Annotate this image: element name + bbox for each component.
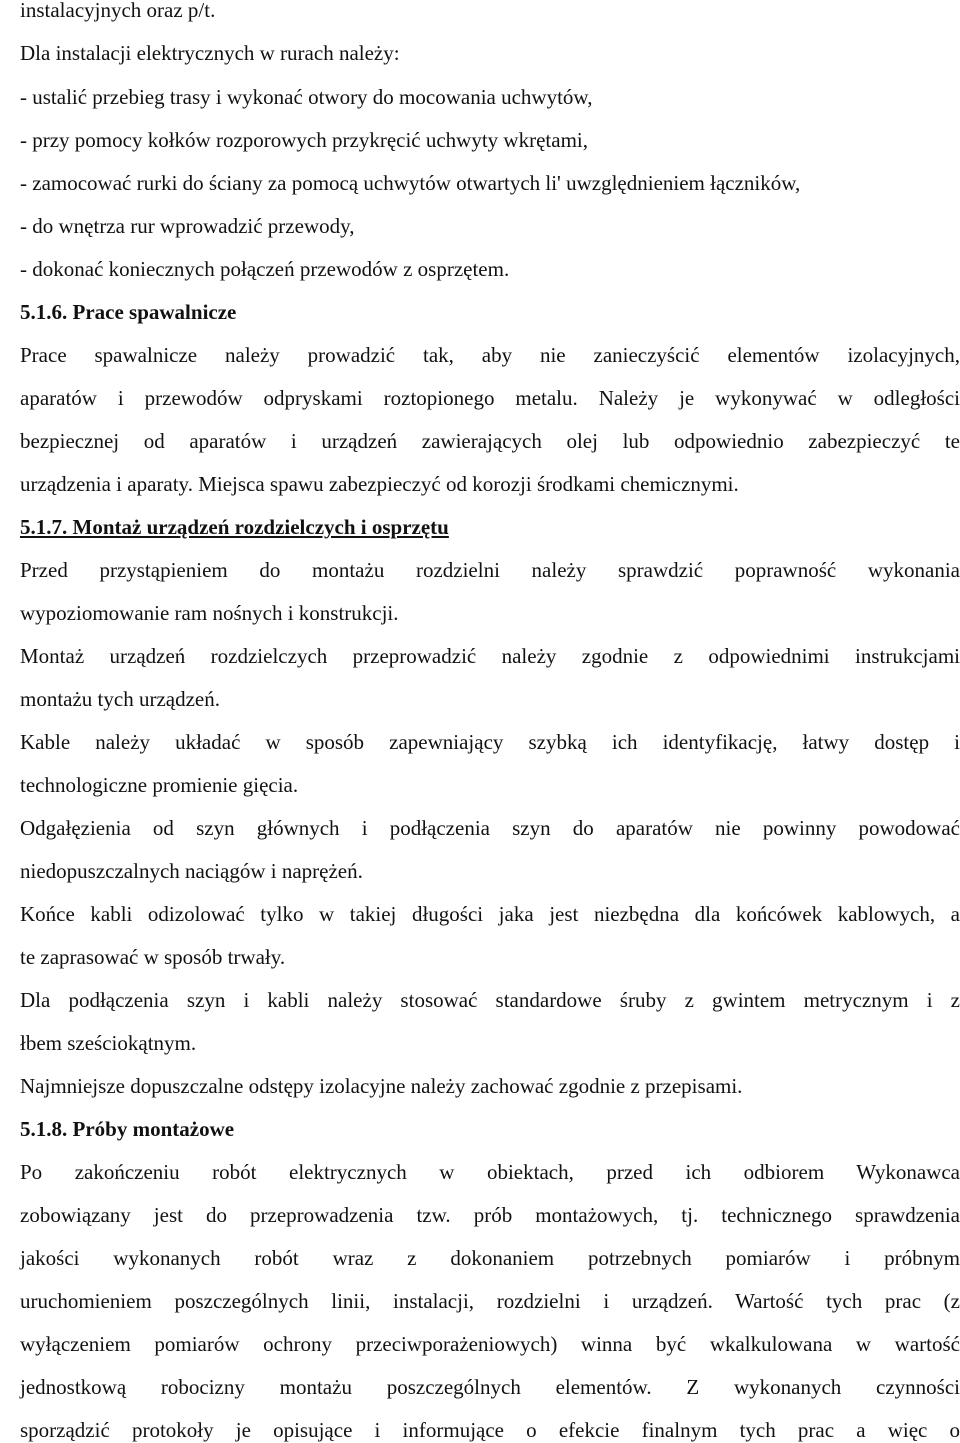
list-item: - ustalić przebieg trasy i wykonać otwory do mocowania uchwytów, (20, 85, 593, 109)
text-line: te zaprasować w sposób trwały. (20, 945, 286, 969)
text-line: Montaż urządzeń rozdzielczych przeprowadzić należy zgodnie z odpowiednimi instrukcjami (20, 644, 960, 668)
text-line: Końce kabli odizolować tylko w takiej długości jaka jest niezbędna dla końcówek kablowych, a (20, 902, 960, 926)
text-line: technologiczne promienie gięcia. (20, 773, 299, 797)
list-item: - do wnętrza rur wprowadzić przewody, (20, 214, 355, 238)
text-line: uruchomieniem poszczególnych linii, instalacji, rozdzielni i urządzeń. Wartość tych prac (z (20, 1289, 960, 1313)
text-line: niedopuszczalnych naciągów i naprężeń. (20, 859, 363, 883)
text-line: jednostkową robocizny montażu poszczególnych elementów. Z wykonanych czynności (20, 1375, 960, 1399)
text-line: Prace spawalnicze należy prowadzić tak, aby nie zanieczyścić elementów izolacyjnych, (20, 343, 960, 367)
list-item: - dokonać koniecznych połączeń przewodów z osprzętem. (20, 257, 510, 281)
text-line: urządzenia i aparaty. Miejsca spawu zabezpieczyć od korozji środkami chemicznymi. (20, 472, 739, 496)
text-line: Dla instalacji elektrycznych w rurach należy: (20, 41, 400, 65)
text-line: Dla podłączenia szyn i kabli należy stosować standardowe śruby z gwintem metrycznym i z (20, 988, 960, 1012)
text-line: zobowiązany jest do przeprowadzenia tzw. prób montażowych, tj. technicznego sprawdzenia (20, 1203, 960, 1227)
section-heading-5-1-6: 5.1.6. Prace spawalnicze (20, 300, 237, 324)
text-line: Kable należy układać w sposób zapewniający szybką ich identyfikację, łatwy dostęp i (20, 730, 960, 754)
text-line: bezpiecznej od aparatów i urządzeń zawierających olej lub odpowiednio zabezpieczyć te (20, 429, 960, 453)
text-line: wyłączeniem pomiarów ochrony przeciwporażeniowych) winna być wkalkulowana w wartość (20, 1332, 960, 1356)
text-line: montażu tych urządzeń. (20, 687, 220, 711)
text-line: Najmniejsze dopuszczalne odstępy izolacyjne należy zachować zgodnie z przepisami. (20, 1074, 743, 1098)
list-item: - zamocować rurki do ściany za pomocą uchwytów otwartych li' uwzględnieniem łączników, (20, 171, 801, 195)
text-line: jakości wykonanych robót wraz z dokonaniem potrzebnych pomiarów i próbnym (20, 1246, 960, 1270)
text-line: Przed przystąpieniem do montażu rozdzielni należy sprawdzić poprawność wykonania (20, 558, 960, 582)
section-heading-5-1-7: 5.1.7. Montaż urządzeń rozdzielczych i osprzętu (20, 515, 449, 539)
text-line: łbem sześciokątnym. (20, 1031, 197, 1055)
text-line: instalacyjnych oraz p/t. (20, 0, 216, 22)
text-line: Po zakończeniu robót elektrycznych w obiektach, przed ich odbiorem Wykonawca (20, 1160, 960, 1184)
section-heading-5-1-8: 5.1.8. Próby montażowe (20, 1117, 235, 1141)
text-line: Odgałęzienia od szyn głównych i podłączenia szyn do aparatów nie powinny powodować (20, 816, 960, 840)
text-line: wypoziomowanie ram nośnych i konstrukcji. (20, 601, 399, 625)
list-item: - przy pomocy kołków rozporowych przykręcić uchwyty wkrętami, (20, 128, 588, 152)
text-line: aparatów i przewodów odpryskami roztopionego metalu. Należy je wykonywać w odległości (20, 386, 960, 410)
text-line: sporządzić protokoły je opisujące i informujące o efekcie finalnym tych prac a więc o (20, 1418, 960, 1442)
